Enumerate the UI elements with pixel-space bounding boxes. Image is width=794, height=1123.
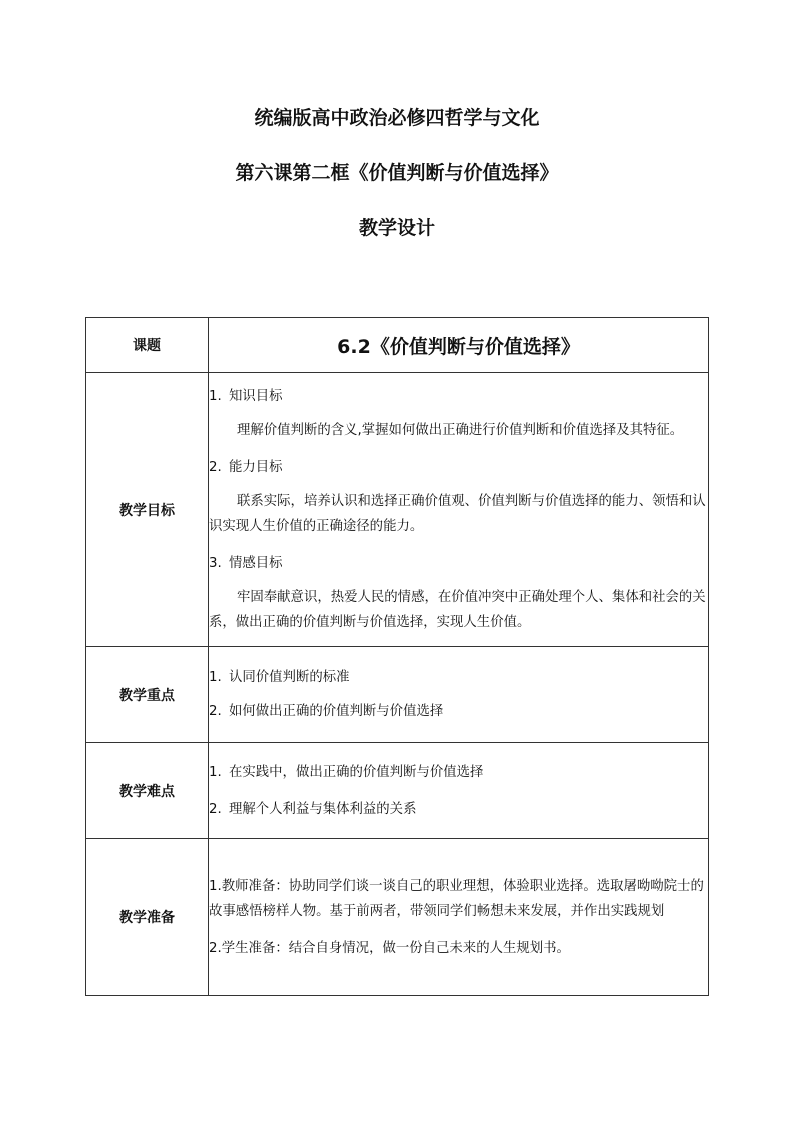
teacher-preparation: 1.教师准备：协助同学们谈一谈自己的职业理想，体验职业选择。选取屠呦呦院士的故事感悟榜样人物。基于前两者，带领同学们畅想未来发展，并作出实践规划 <box>209 878 704 919</box>
list-number: 1. <box>209 764 222 780</box>
student-preparation: 2.学生准备：结合自身情况，做一份自己未来的人生规划书。 <box>209 940 570 956</box>
lesson-title: 第六课第二框《价值判断与价值选择》 <box>235 162 559 184</box>
list-number: 1. <box>209 670 222 685</box>
goals-content <box>209 373 709 647</box>
list-number: 2. <box>209 801 222 817</box>
table-row-keypoints <box>86 647 709 743</box>
list-number: 2. <box>209 704 222 719</box>
keypoints-content <box>209 647 709 743</box>
goal-title: 情感目标 <box>229 556 283 571</box>
difficulty-text: 理解个人利益与集体利益的关系 <box>229 801 417 817</box>
table-row-goals <box>86 373 709 647</box>
preparation-content <box>209 839 709 996</box>
list-number: 2. <box>209 460 222 475</box>
goal-knowledge-text: 理解价值判断的含义,掌握如何做出正确进行价值判断和价值选择及其特征。 <box>237 423 684 438</box>
difficulty-1 <box>209 760 708 785</box>
keypoint-text: 如何做出正确的价值判断与价值选择 <box>229 704 444 719</box>
topic-label: 课题 <box>86 318 209 373</box>
list-number: 1. <box>209 389 222 404</box>
document-title: 统编版高中政治必修四哲学与文化 <box>254 107 540 129</box>
keypoint-text: 认同价值判断的标准 <box>229 670 350 685</box>
keypoint-2 <box>209 699 708 724</box>
preparation-label: 教学准备 <box>86 839 209 996</box>
table-row-topic <box>86 318 709 373</box>
table-row-difficulties <box>86 743 709 839</box>
difficulties-content <box>209 743 709 839</box>
difficulty-text: 在实践中，做出正确的价值判断与价值选择 <box>229 764 484 780</box>
table-row-preparation <box>86 839 709 996</box>
keypoints-label: 教学重点 <box>86 647 209 743</box>
topic-value: 6.2《价值判断与价值选择》 <box>209 318 709 373</box>
goal-emotion-text: 牢固奉献意识，热爱人民的情感，在价值冲突中正确处理个人、集体和社会的关系，做出正确的价值判断与价值选择，实现人生价值。 <box>209 590 706 630</box>
difficulties-label: 教学难点 <box>86 743 209 839</box>
goal-title: 知识目标 <box>229 389 283 404</box>
goal-knowledge-heading <box>209 384 708 409</box>
goal-ability-text: 联系实际，培养认识和选择正确价值观、价值判断与价值选择的能力、领悟和认识实现人生价值的正确途径的能力。 <box>209 494 706 534</box>
difficulty-2 <box>209 797 708 822</box>
keypoint-1 <box>209 665 708 690</box>
goal-ability-heading <box>209 455 708 480</box>
goals-label: 教学目标 <box>86 373 209 647</box>
lesson-plan-table <box>85 317 709 996</box>
goal-emotion-heading <box>209 551 708 576</box>
design-heading: 教学设计 <box>358 217 435 239</box>
goal-title: 能力目标 <box>229 460 283 475</box>
list-number: 3. <box>209 556 222 571</box>
